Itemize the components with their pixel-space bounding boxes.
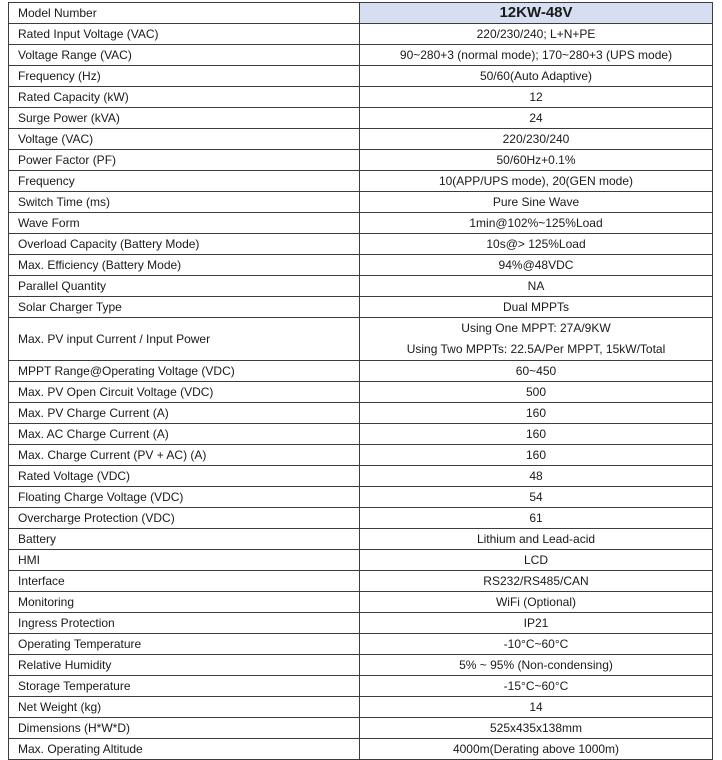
spec-value: 14	[360, 697, 713, 718]
spec-table	[8, 2, 713, 760]
spec-row	[9, 634, 713, 655]
spec-value: 10s@> 125%Load	[360, 234, 713, 255]
spec-label: Frequency	[9, 171, 360, 192]
spec-value: RS232/RS485/CAN	[360, 571, 713, 592]
spec-label: Parallel Quantity	[9, 276, 360, 297]
spec-label: Voltage (VAC)	[9, 129, 360, 150]
spec-row	[9, 655, 713, 676]
spec-row	[9, 276, 713, 297]
spec-label: Solar Charger Type	[9, 297, 360, 318]
spec-value: NA	[360, 276, 713, 297]
spec-row	[9, 550, 713, 571]
spec-value: 10(APP/UPS mode), 20(GEN mode)	[360, 171, 713, 192]
spec-label: Ingress Protection	[9, 613, 360, 634]
spec-value: 48	[360, 466, 713, 487]
spec-row	[9, 466, 713, 487]
spec-value: LCD	[360, 550, 713, 571]
spec-label: Max. AC Charge Current (A)	[9, 424, 360, 445]
spec-row	[9, 129, 713, 150]
spec-value: 90~280+3 (normal mode); 170~280+3 (UPS mode)	[360, 45, 713, 66]
spec-row	[9, 382, 713, 403]
spec-value: -10°C~60°C	[360, 634, 713, 655]
spec-label: Floating Charge Voltage (VDC)	[9, 487, 360, 508]
spec-row	[9, 676, 713, 697]
spec-value: 5% ~ 95% (Non-condensing)	[360, 655, 713, 676]
spec-value: 160	[360, 424, 713, 445]
spec-row	[9, 192, 713, 213]
spec-label: Wave Form	[9, 213, 360, 234]
spec-label: Overload Capacity (Battery Mode)	[9, 234, 360, 255]
spec-label: HMI	[9, 550, 360, 571]
header-row	[9, 3, 713, 24]
spec-row	[9, 213, 713, 234]
spec-value: 4000m(Derating above 1000m)	[360, 739, 713, 760]
header-value: 12KW-48V	[360, 3, 713, 24]
spec-value: 220/230/240	[360, 129, 713, 150]
spec-label: Max. Operating Altitude	[9, 739, 360, 760]
spec-row	[9, 403, 713, 424]
spec-row	[9, 571, 713, 592]
spec-row	[9, 508, 713, 529]
spec-row	[9, 487, 713, 508]
spec-row	[9, 24, 713, 45]
spec-label: Battery	[9, 529, 360, 550]
spec-table-body	[9, 3, 713, 760]
spec-label: Operating Temperature	[9, 634, 360, 655]
spec-row	[9, 613, 713, 634]
spec-row	[9, 87, 713, 108]
spec-row	[9, 424, 713, 445]
spec-value: 50/60Hz+0.1%	[360, 150, 713, 171]
spec-label: Frequency (Hz)	[9, 66, 360, 87]
spec-label: Relative Humidity	[9, 655, 360, 676]
spec-value: WiFi (Optional)	[360, 592, 713, 613]
spec-label: Power Factor (PF)	[9, 150, 360, 171]
spec-row	[9, 66, 713, 87]
spec-value: 54	[360, 487, 713, 508]
spec-label: Interface	[9, 571, 360, 592]
spec-row	[9, 297, 713, 318]
spec-value: 500	[360, 382, 713, 403]
spec-label: Monitoring	[9, 592, 360, 613]
spec-row	[9, 234, 713, 255]
spec-label: Max. PV input Current / Input Power	[9, 318, 360, 361]
spec-label: Overcharge Protection (VDC)	[9, 508, 360, 529]
spec-row	[9, 255, 713, 276]
spec-label: Max. PV Charge Current (A)	[9, 403, 360, 424]
spec-value: 220/230/240; L+N+PE	[360, 24, 713, 45]
spec-row	[9, 592, 713, 613]
spec-value: 160	[360, 445, 713, 466]
spec-row	[9, 718, 713, 739]
spec-value: 50/60(Auto Adaptive)	[360, 66, 713, 87]
pv-one-mppt-line: Using One MPPT: 27A/9KW	[461, 321, 611, 335]
spec-label: Dimensions (H*W*D)	[9, 718, 360, 739]
pv-two-mppts-line: Using Two MPPTs: 22.5A/Per MPPT, 15kW/Total	[406, 342, 666, 356]
spec-value: 12	[360, 87, 713, 108]
spec-label: Max. Charge Current (PV + AC) (A)	[9, 445, 360, 466]
spec-value: 160	[360, 403, 713, 424]
spec-label: Max. PV Open Circuit Voltage (VDC)	[9, 382, 360, 403]
spec-label: MPPT Range@Operating Voltage (VDC)	[9, 361, 360, 382]
spec-value: Pure Sine Wave	[360, 192, 713, 213]
spec-value: 525x435x138mm	[360, 718, 713, 739]
spec-label: Rated Capacity (kW)	[9, 87, 360, 108]
spec-value: 60~450	[360, 361, 713, 382]
spec-label: Max. Efficiency (Battery Mode)	[9, 255, 360, 276]
spec-row	[9, 361, 713, 382]
spec-value: Dual MPPTs	[360, 297, 713, 318]
spec-row	[9, 445, 713, 466]
spec-label: Net Weight (kg)	[9, 697, 360, 718]
spec-row	[9, 45, 713, 66]
spec-label: Storage Temperature	[9, 676, 360, 697]
spec-value: 24	[360, 108, 713, 129]
spec-value: Lithium and Lead-acid	[360, 529, 713, 550]
spec-label: Voltage Range (VAC)	[9, 45, 360, 66]
spec-label: Rated Voltage (VDC)	[9, 466, 360, 487]
spec-label: Surge Power (kVA)	[9, 108, 360, 129]
spec-row	[9, 171, 713, 192]
spec-value: 1min@102%~125%Load	[360, 213, 713, 234]
spec-row	[9, 739, 713, 760]
spec-row	[9, 529, 713, 550]
spec-row	[9, 150, 713, 171]
spec-value: 94%@48VDC	[360, 255, 713, 276]
spec-row	[9, 697, 713, 718]
spec-label: Switch Time (ms)	[9, 192, 360, 213]
spec-row	[9, 108, 713, 129]
header-label: Model Number	[9, 3, 360, 24]
spec-value: IP21	[360, 613, 713, 634]
spec-row-pv-input	[9, 318, 713, 361]
spec-label: Rated Input Voltage (VAC)	[9, 24, 360, 45]
spec-value-multiline	[360, 318, 713, 361]
spec-value: 61	[360, 508, 713, 529]
spec-value: -15°C~60°C	[360, 676, 713, 697]
